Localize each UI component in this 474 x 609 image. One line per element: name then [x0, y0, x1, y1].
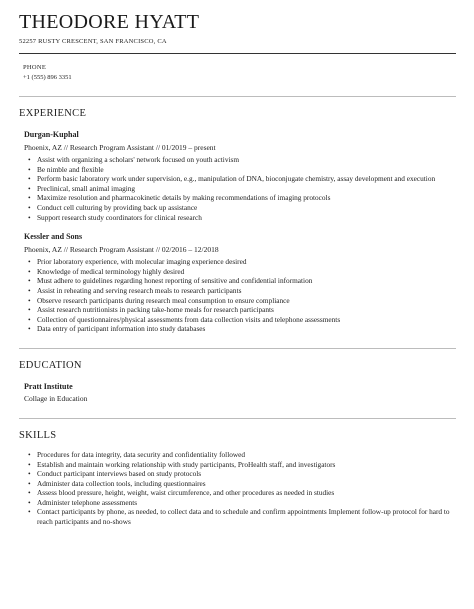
list-item: • Administer data collection tools, including questionnaires: [37, 479, 456, 489]
skills-entry: [19, 450, 456, 527]
list-item: • Observe research participants during research meal consumption to ensure compliance: [37, 296, 456, 306]
skills-divider: [19, 418, 456, 419]
candidate-name: THEODORE HYATT: [19, 11, 200, 33]
job-bullets: [24, 257, 456, 334]
list-item: • Prior laboratory experience, with molecular imaging experience desired: [37, 257, 456, 267]
skills-title: SKILLS: [19, 429, 57, 441]
experience-divider: [19, 96, 456, 97]
list-item: • Contact participants by phone, as needed, to collect data and to schedule and confirm appointments Implement follow-up protocol for hard to reach participants and no-shows: [37, 507, 456, 526]
experience-section: [19, 108, 456, 334]
education-entry: [19, 382, 456, 404]
list-item: • Administer telephone assessments: [37, 498, 456, 508]
phone-number: +1 (555) 896 3351: [23, 74, 72, 81]
list-item: • Be nimble and flexible: [37, 165, 456, 175]
job-role: Phoenix, AZ // Research Program Assistant // 01/2019 – present: [24, 143, 216, 152]
skills-bullets: [24, 450, 456, 527]
experience-title: EXPERIENCE: [19, 108, 87, 119]
list-item: • Conduct cell culturing by providing back up assistance: [37, 203, 456, 213]
list-item: • Conduct participant interviews based on study protocols: [37, 469, 456, 479]
list-item: • Maximize resolution and pharmacokinetic details by making recommendations of imaging protocols: [37, 193, 456, 203]
list-item: • Collection of questionnaires/physical assessments from data collection visits and telephone assessments: [37, 315, 456, 325]
list-item: • Establish and maintain working relationship with study participants, ProHealth staff, and investigators: [37, 460, 456, 470]
list-item: • Assist in reheating and serving research meals to research participants: [37, 286, 456, 296]
list-item: • Assess blood pressure, height, weight, waist circumference, and other procedures as needed in studies: [37, 488, 456, 498]
education-section: [19, 360, 456, 404]
job-entry: [19, 130, 456, 222]
list-item: • Data entry of participant information into study databases: [37, 324, 456, 334]
job-bullets: [24, 155, 456, 222]
candidate-address: 52257 RUSTY CRESCENT, SAN FRANCISCO, CA: [19, 38, 167, 45]
list-item: • Assist research nutritionists in packing take-home meals for research participants: [37, 305, 456, 315]
list-item: • Assist with organizing a scholars' network focused on youth activism: [37, 155, 456, 165]
education-school: Pratt Institute: [24, 381, 73, 391]
list-item: • Knowledge of medical terminology highly desired: [37, 267, 456, 277]
phone-label: PHONE: [23, 64, 47, 71]
contact-block: [19, 54, 456, 82]
list-item: • Preclinical, small animal imaging: [37, 184, 456, 194]
resume-header: [19, 0, 456, 46]
job-entry: [19, 232, 456, 334]
list-item: • Must adhere to guidelines regarding honest reporting of sensitive and confidential information: [37, 276, 456, 286]
education-degree: Collage in Education: [24, 393, 88, 403]
list-item: • Procedures for data integrity, data security and confidentiality followed: [37, 450, 456, 460]
list-item: • Support research study coordinators for clinical research: [37, 213, 456, 223]
education-divider: [19, 348, 456, 349]
job-role: Phoenix, AZ // Research Program Assistant // 02/2016 – 12/2018: [24, 245, 219, 255]
education-title: EDUCATION: [19, 359, 82, 371]
skills-section: [19, 430, 456, 527]
job-company: Kessler and Sons: [24, 232, 83, 242]
job-company: Durgan-Kuphal: [24, 130, 79, 139]
list-item: • Perform basic laboratory work under supervision, e.g., manipulation of DNA, bioconjugate chemistry, assay development and execution: [37, 174, 456, 184]
